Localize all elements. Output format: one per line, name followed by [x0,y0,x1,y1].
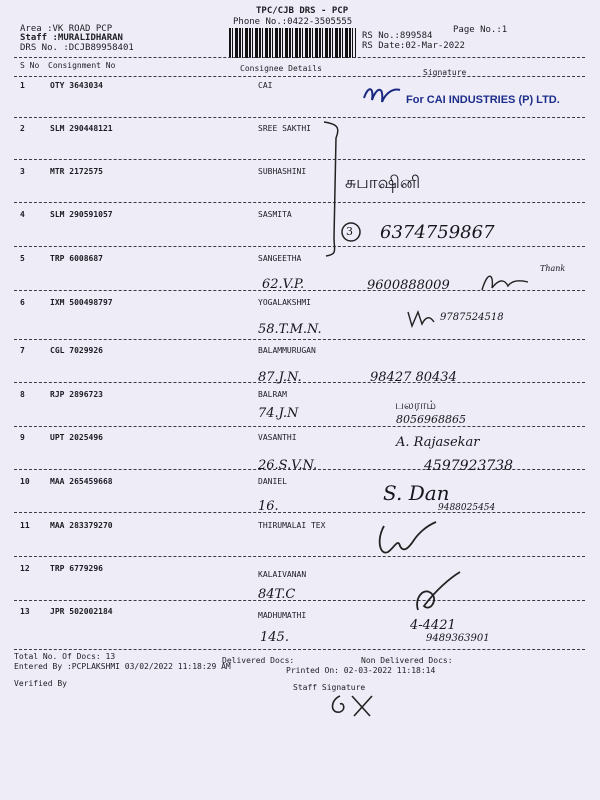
row-consignee: VASANTHI [258,433,297,442]
row-consignee: THIRUMALAI TEX [258,521,326,530]
handwritten-address: 84T.C [258,587,296,602]
row-sno: 8 [20,390,25,399]
row-sno: 2 [20,124,25,133]
signature-scribble-icon [410,568,466,618]
col-signature: Signature [423,68,467,77]
row-consignment: CGL 7029926 [50,346,103,355]
handwritten-signature: S. Dan [383,481,450,505]
page-number: Page No.:1 [453,25,508,35]
handwritten-phone: 4597923738 [424,458,514,474]
signature-scribble-icon [360,78,404,114]
row-sno: 11 [20,521,30,530]
row-consignment: MTR 2172575 [50,167,103,176]
row-consignee: BALAMMURUGAN [258,346,316,355]
row-consignment: IXM 500498797 [50,298,113,307]
divider [14,159,585,160]
handwritten-address: 145. [260,630,289,645]
handwritten-phone: 6374759867 [380,222,495,243]
handwritten-address: 58.T.M.N. [258,322,322,337]
signature-scribble-icon [326,690,384,720]
row-sno: 13 [20,607,30,616]
rs-number: RS No.:899584 [362,31,433,41]
row-sno: 5 [20,254,25,263]
document-title: TPC/CJB DRS - PCP [256,6,349,16]
delivered-docs: Delivered Docs: [222,656,295,665]
handwritten-phone: 9489363901 [426,633,490,644]
row-consignee: CAI [258,81,273,90]
handwritten-phone: 9600888009 [367,278,450,293]
handwritten-phone: 8056968865 [396,413,466,426]
row-consignee: SANGEETHA [258,254,302,263]
row-consignee: YOGALAKSHMI [258,298,311,307]
divider [14,426,585,427]
row-consignment: TRP 6008687 [50,254,103,263]
area-label: Area :VK ROAD PCP [20,24,113,34]
divider [14,512,585,513]
row-consignee: SREE SAKTHI [258,124,311,133]
handwritten-address: 26.S.V.N. [258,458,318,473]
handwritten-signature: சுபாஷினி [345,173,421,193]
row-consignee: BALRAM [258,390,287,399]
rs-date: RS Date:02-Mar-2022 [362,41,465,51]
row-consignment: TRP 6779296 [50,564,103,573]
signature-scribble-icon [478,268,536,296]
handwritten-phone: 98427 80434 [370,370,457,385]
row-sno: 1 [20,81,25,90]
row-consignment: SLM 290448121 [50,124,113,133]
row-consignment: UPT 2025496 [50,433,103,442]
row-sno: 12 [20,564,30,573]
verified-by: Verified By [14,679,67,688]
handwritten-address: 74.J.N [258,406,299,421]
handwritten-signature: 4-4421 [410,618,456,633]
row-sno: 10 [20,477,30,486]
divider [14,202,585,203]
non-delivered-docs: Non Delivered Docs: [361,656,453,665]
row-sno: 6 [20,298,25,307]
divider [14,600,585,601]
circled-number: 3 [346,225,353,238]
row-consignment: MAA 283379270 [50,521,113,530]
handwritten-name: பலராம் [395,398,437,412]
staff-signature-label: Staff Signature [293,683,366,692]
divider [14,117,585,118]
phone-number: Phone No.:0422-3505555 [233,17,353,27]
row-consignment: OTY 3643034 [50,81,103,90]
divider [14,57,585,58]
staff-label: Staff :MURALIDHARAN [20,33,123,43]
handwritten-phone: 9488025454 [438,503,496,513]
row-sno: 9 [20,433,25,442]
handwritten-address: 62.V.P. [262,277,305,292]
handwritten-note: Thank [540,264,566,273]
row-consignee: DANIEL [258,477,287,486]
handwritten-phone: 9787524518 [440,312,504,323]
printed-on: Printed On: 02-03-2022 11:18:14 [286,666,436,675]
company-stamp: For CAI INDUSTRIES (P) LTD. [406,94,560,106]
row-consignee: MADHUMATHI [258,611,307,620]
barcode [229,28,356,58]
col-sno: S No [20,61,40,70]
col-consignee: Consignee Details [240,64,322,73]
row-consignment: RJP 2896723 [50,390,103,399]
handwritten-address: 16. [258,499,279,514]
total-docs: Total No. Of Docs: 13 [14,652,116,661]
row-sno: 3 [20,167,25,176]
drs-number: DRS No. :DCJB89958401 [20,43,134,53]
row-sno: 4 [20,210,25,219]
row-sno: 7 [20,346,25,355]
divider [14,76,585,77]
signature-scribble-icon [374,516,444,564]
row-consignee: SUBHASHINI [258,167,307,176]
signature-scribble-icon [404,306,438,332]
divider [14,339,585,340]
divider [14,556,585,557]
col-consignment: Consignment No [48,61,116,70]
row-consignee: SASMITA [258,210,292,219]
row-consignment: SLM 290591057 [50,210,113,219]
divider [14,246,585,247]
row-consignee: KALAIVANAN [258,570,307,579]
handwritten-address: 87.J.N. [258,370,302,385]
entered-by: Entered By :PCPLAKSHMI 03/02/2022 11:18:29 AM [14,662,231,671]
handwritten-name: A. Rajasekar [396,435,480,450]
row-consignment: MAA 265459668 [50,477,113,486]
row-consignment: JPR 502002184 [50,607,113,616]
divider [14,649,585,650]
